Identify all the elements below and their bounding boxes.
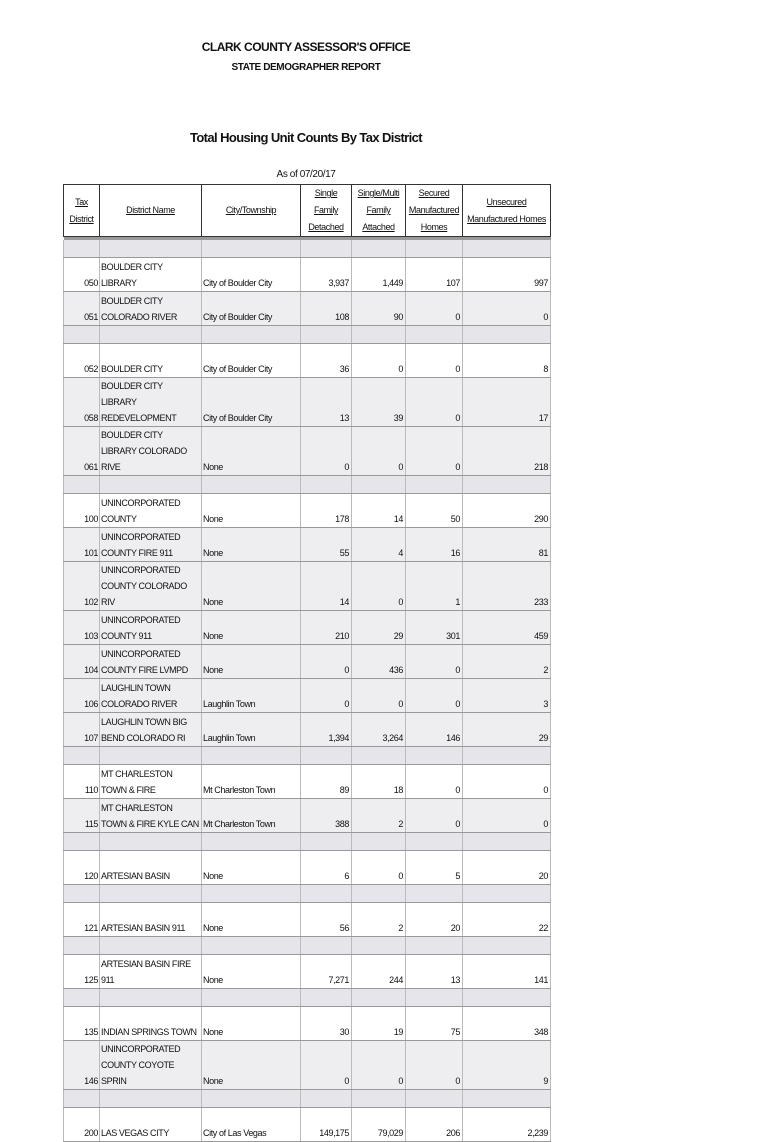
secured-cell: 0 [406, 679, 463, 713]
table-row [64, 1108, 551, 1142]
col-unsecured: Unsecured Manufactured Homes [463, 185, 551, 237]
table-row [64, 765, 551, 799]
spacer-cell [406, 326, 463, 344]
single-family-cell: 55 [301, 528, 352, 562]
secured-cell: 146 [406, 713, 463, 747]
secured-cell: 16 [406, 528, 463, 562]
tax-district-cell: 101 [64, 528, 100, 562]
unsecured-cell: 348 [463, 1007, 551, 1041]
district-name-cell: INDIAN SPRINGS TOWN [100, 1007, 202, 1041]
city-township-cell: None [202, 562, 301, 611]
spacer-cell [352, 326, 406, 344]
unsecured-cell: 218 [463, 427, 551, 476]
single-family-cell: 56 [301, 903, 352, 937]
table-header-row [64, 185, 551, 237]
spacer-cell [64, 240, 100, 258]
spacer-cell [406, 240, 463, 258]
col-city-township: City/Township [202, 185, 301, 237]
unsecured-cell: 997 [463, 258, 551, 292]
table-row [64, 344, 551, 378]
district-name-cell: UNINCORPORATED COUNTY FIRE 911 [100, 528, 202, 562]
tax-district-cell: 110 [64, 765, 100, 799]
district-name-cell: UNINCORPORATED COUNTY COYOTE SPRIN [100, 1041, 202, 1090]
district-name-cell: LAS VEGAS CITY [100, 1108, 202, 1142]
single-multi-cell: 90 [352, 292, 406, 326]
single-family-cell: 1,394 [301, 713, 352, 747]
spacer-cell [463, 833, 551, 851]
tax-district-cell: 058 [64, 378, 100, 427]
table-row [64, 562, 551, 611]
spacer-cell [202, 1090, 301, 1108]
single-family-cell: 0 [301, 427, 352, 476]
spacer-cell [64, 885, 100, 903]
single-family-cell: 149,175 [301, 1108, 352, 1142]
report-title: Total Housing Unit Counts By Tax District [189, 130, 423, 145]
table-row [64, 851, 551, 885]
spacer-cell [301, 885, 352, 903]
city-township-cell: Mt Charleston Town [202, 799, 301, 833]
spacer-cell [64, 326, 100, 344]
secured-cell: 0 [406, 1041, 463, 1090]
spacer-cell [352, 833, 406, 851]
spacer-cell [64, 476, 100, 494]
single-family-cell: 30 [301, 1007, 352, 1041]
secured-cell: 0 [406, 378, 463, 427]
spacer-cell [406, 476, 463, 494]
spacer-row [64, 240, 551, 258]
tax-district-cell: 120 [64, 851, 100, 885]
table-row [64, 427, 551, 476]
single-multi-cell: 0 [352, 344, 406, 378]
single-family-cell: 3,937 [301, 258, 352, 292]
spacer-cell [463, 747, 551, 765]
spacer-cell [100, 885, 202, 903]
tax-district-cell: 146 [64, 1041, 100, 1090]
tax-district-cell: 061 [64, 427, 100, 476]
secured-cell: 5 [406, 851, 463, 885]
table-row [64, 528, 551, 562]
spacer-cell [202, 476, 301, 494]
city-township-cell: None [202, 645, 301, 679]
single-family-cell: 14 [301, 562, 352, 611]
spacer-cell [202, 326, 301, 344]
spacer-cell [100, 326, 202, 344]
spacer-cell [352, 885, 406, 903]
spacer-cell [463, 937, 551, 955]
unsecured-cell: 233 [463, 562, 551, 611]
district-name-cell: BOULDER CITY [100, 344, 202, 378]
secured-cell: 0 [406, 427, 463, 476]
secured-cell: 13 [406, 955, 463, 989]
spacer-cell [352, 937, 406, 955]
col-secured: Secured Manufactured Homes [406, 185, 463, 237]
single-multi-cell: 1,449 [352, 258, 406, 292]
office-title: CLARK COUNTY ASSESSOR'S OFFICE [201, 40, 411, 54]
spacer-cell [202, 937, 301, 955]
single-family-cell: 7,271 [301, 955, 352, 989]
spacer-cell [352, 476, 406, 494]
spacer-cell [202, 989, 301, 1007]
spacer-cell [301, 989, 352, 1007]
unsecured-cell: 141 [463, 955, 551, 989]
district-name-cell: UNINCORPORATED COUNTY FIRE LVMPD [100, 645, 202, 679]
city-township-cell: None [202, 903, 301, 937]
secured-cell: 75 [406, 1007, 463, 1041]
spacer-cell [406, 833, 463, 851]
tax-district-cell: 103 [64, 611, 100, 645]
spacer-cell [202, 747, 301, 765]
secured-cell: 50 [406, 494, 463, 528]
tax-district-cell: 051 [64, 292, 100, 326]
single-family-cell: 89 [301, 765, 352, 799]
spacer-cell [406, 1090, 463, 1108]
single-multi-cell: 79,029 [352, 1108, 406, 1142]
unsecured-cell: 0 [463, 799, 551, 833]
unsecured-cell: 3 [463, 679, 551, 713]
spacer-row [64, 326, 551, 344]
secured-cell: 0 [406, 799, 463, 833]
unsecured-cell: 22 [463, 903, 551, 937]
spacer-cell [463, 989, 551, 1007]
table-row [64, 611, 551, 645]
spacer-cell [352, 747, 406, 765]
district-name-cell: ARTESIAN BASIN [100, 851, 202, 885]
single-multi-cell: 0 [352, 851, 406, 885]
tax-district-cell: 106 [64, 679, 100, 713]
tax-district-cell: 050 [64, 258, 100, 292]
unsecured-cell: 0 [463, 765, 551, 799]
city-township-cell: None [202, 494, 301, 528]
single-multi-cell: 2 [352, 903, 406, 937]
district-name-cell: MT CHARLESTON TOWN & FIRE [100, 765, 202, 799]
single-family-cell: 108 [301, 292, 352, 326]
district-name-cell: UNINCORPORATED COUNTY [100, 494, 202, 528]
spacer-cell [301, 1090, 352, 1108]
single-family-cell: 36 [301, 344, 352, 378]
spacer-cell [301, 476, 352, 494]
spacer-cell [202, 885, 301, 903]
secured-cell: 20 [406, 903, 463, 937]
single-multi-cell: 0 [352, 1041, 406, 1090]
spacer-cell [100, 476, 202, 494]
single-multi-cell: 4 [352, 528, 406, 562]
spacer-cell [301, 747, 352, 765]
spacer-cell [100, 989, 202, 1007]
table-row [64, 645, 551, 679]
table-row [64, 1041, 551, 1090]
table-row [64, 713, 551, 747]
single-family-cell: 0 [301, 1041, 352, 1090]
unsecured-cell: 2,239 [463, 1108, 551, 1142]
col-district-name: District Name [100, 185, 202, 237]
spacer-cell [406, 937, 463, 955]
single-family-cell: 210 [301, 611, 352, 645]
tax-district-cell: 121 [64, 903, 100, 937]
city-township-cell: Laughlin Town [202, 679, 301, 713]
report-subtitle: STATE DEMOGRAPHER REPORT [231, 62, 381, 73]
tax-district-cell: 102 [64, 562, 100, 611]
unsecured-cell: 17 [463, 378, 551, 427]
single-multi-cell: 0 [352, 679, 406, 713]
spacer-cell [100, 833, 202, 851]
city-township-cell: City of Boulder City [202, 344, 301, 378]
single-multi-cell: 39 [352, 378, 406, 427]
city-township-cell: None [202, 1041, 301, 1090]
spacer-cell [406, 989, 463, 1007]
table-row [64, 799, 551, 833]
single-family-cell: 0 [301, 645, 352, 679]
spacer-cell [100, 240, 202, 258]
spacer-cell [301, 937, 352, 955]
unsecured-cell: 81 [463, 528, 551, 562]
unsecured-cell: 8 [463, 344, 551, 378]
city-township-cell: None [202, 427, 301, 476]
city-township-cell: None [202, 851, 301, 885]
single-multi-cell: 29 [352, 611, 406, 645]
single-family-cell: 178 [301, 494, 352, 528]
single-multi-cell: 0 [352, 562, 406, 611]
tax-district-cell: 107 [64, 713, 100, 747]
table-row [64, 679, 551, 713]
district-name-cell: BOULDER CITY LIBRARY [100, 258, 202, 292]
unsecured-cell: 29 [463, 713, 551, 747]
secured-cell: 0 [406, 292, 463, 326]
city-township-cell: None [202, 955, 301, 989]
as-of-date: As of 07/20/17 [276, 169, 336, 180]
spacer-cell [463, 240, 551, 258]
spacer-cell [202, 833, 301, 851]
unsecured-cell: 2 [463, 645, 551, 679]
secured-cell: 107 [406, 258, 463, 292]
spacer-row [64, 989, 551, 1007]
spacer-cell [352, 1090, 406, 1108]
spacer-row [64, 747, 551, 765]
single-family-cell: 0 [301, 679, 352, 713]
spacer-cell [463, 476, 551, 494]
city-township-cell: City of Boulder City [202, 292, 301, 326]
table-body [64, 237, 551, 1142]
spacer-cell [100, 937, 202, 955]
spacer-row [64, 937, 551, 955]
single-multi-cell: 2 [352, 799, 406, 833]
spacer-cell [463, 326, 551, 344]
single-family-cell: 13 [301, 378, 352, 427]
spacer-row [64, 476, 551, 494]
city-township-cell: City of Boulder City [202, 378, 301, 427]
single-multi-cell: 18 [352, 765, 406, 799]
district-name-cell: ARTESIAN BASIN FIRE 911 [100, 955, 202, 989]
unsecured-cell: 9 [463, 1041, 551, 1090]
city-township-cell: None [202, 1007, 301, 1041]
single-multi-cell: 436 [352, 645, 406, 679]
spacer-cell [301, 833, 352, 851]
single-multi-cell: 14 [352, 494, 406, 528]
secured-cell: 0 [406, 645, 463, 679]
district-name-cell: BOULDER CITY LIBRARY REDEVELOPMENT [100, 378, 202, 427]
secured-cell: 0 [406, 765, 463, 799]
single-family-cell: 388 [301, 799, 352, 833]
tax-district-cell: 052 [64, 344, 100, 378]
unsecured-cell: 290 [463, 494, 551, 528]
spacer-cell [64, 747, 100, 765]
spacer-cell [301, 326, 352, 344]
table-row [64, 903, 551, 937]
spacer-cell [64, 833, 100, 851]
tax-district-cell: 115 [64, 799, 100, 833]
district-name-cell: BOULDER CITY COLORADO RIVER [100, 292, 202, 326]
city-township-cell: City of Las Vegas [202, 1108, 301, 1142]
spacer-row [64, 833, 551, 851]
col-single-family: Single Family Detached [301, 185, 352, 237]
table-row [64, 494, 551, 528]
district-name-cell: UNINCORPORATED COUNTY 911 [100, 611, 202, 645]
city-township-cell: City of Boulder City [202, 258, 301, 292]
single-multi-cell: 0 [352, 427, 406, 476]
spacer-cell [406, 885, 463, 903]
spacer-cell [202, 240, 301, 258]
secured-cell: 206 [406, 1108, 463, 1142]
secured-cell: 1 [406, 562, 463, 611]
spacer-row [64, 885, 551, 903]
table-row [64, 292, 551, 326]
spacer-cell [352, 240, 406, 258]
city-township-cell: Mt Charleston Town [202, 765, 301, 799]
secured-cell: 0 [406, 344, 463, 378]
table-row [64, 955, 551, 989]
single-family-cell: 6 [301, 851, 352, 885]
spacer-cell [301, 240, 352, 258]
city-township-cell: Laughlin Town [202, 713, 301, 747]
tax-district-cell: 200 [64, 1108, 100, 1142]
district-name-cell: UNINCORPORATED COUNTY COLORADO RIV [100, 562, 202, 611]
tax-district-cell: 135 [64, 1007, 100, 1041]
spacer-row [64, 1090, 551, 1108]
tax-district-cell: 100 [64, 494, 100, 528]
table-row [64, 378, 551, 427]
tax-district-cell: 125 [64, 955, 100, 989]
spacer-cell [463, 1090, 551, 1108]
district-name-cell: LAUGHLIN TOWN COLORADO RIVER [100, 679, 202, 713]
housing-table [63, 184, 551, 1142]
city-township-cell: None [202, 611, 301, 645]
single-multi-cell: 3,264 [352, 713, 406, 747]
district-name-cell: LAUGHLIN TOWN BIG BEND COLORADO RI [100, 713, 202, 747]
secured-cell: 301 [406, 611, 463, 645]
unsecured-cell: 0 [463, 292, 551, 326]
district-name-cell: MT CHARLESTON TOWN & FIRE KYLE CAN [100, 799, 202, 833]
spacer-cell [64, 989, 100, 1007]
unsecured-cell: 459 [463, 611, 551, 645]
district-name-cell: BOULDER CITY LIBRARY COLORADO RIVE [100, 427, 202, 476]
tax-district-cell: 104 [64, 645, 100, 679]
spacer-cell [64, 937, 100, 955]
col-tax-district: Tax District [64, 185, 100, 237]
unsecured-cell: 20 [463, 851, 551, 885]
table-row [64, 258, 551, 292]
district-name-cell: ARTESIAN BASIN 911 [100, 903, 202, 937]
spacer-cell [100, 747, 202, 765]
spacer-cell [463, 885, 551, 903]
city-township-cell: None [202, 528, 301, 562]
col-single-multi: Single/Multi Family Attached [352, 185, 406, 237]
single-multi-cell: 19 [352, 1007, 406, 1041]
spacer-cell [64, 1090, 100, 1108]
single-multi-cell: 244 [352, 955, 406, 989]
spacer-cell [100, 1090, 202, 1108]
spacer-cell [406, 747, 463, 765]
spacer-cell [352, 989, 406, 1007]
